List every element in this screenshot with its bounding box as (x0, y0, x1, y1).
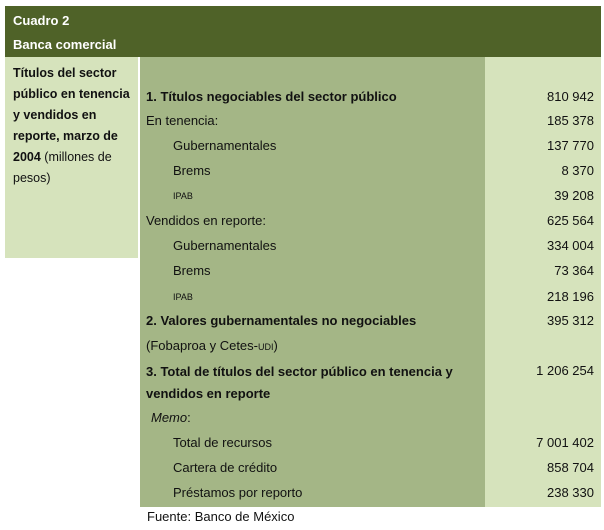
table-row (146, 161, 598, 181)
table-row (146, 111, 598, 131)
row-value: 185 378 (547, 113, 594, 128)
table-row (146, 287, 598, 307)
row-label: (Fobaproa y Cetes-UDI) (146, 338, 278, 353)
row-label: IPAB (173, 292, 193, 302)
row-label: 1. Títulos negociables del sector público (146, 89, 397, 104)
row-value: 39 208 (554, 188, 594, 203)
table-row (146, 186, 598, 206)
table-caption-panel (5, 57, 138, 258)
row-label: IPAB (173, 191, 193, 201)
table-header (5, 6, 601, 57)
table-title: Banca comercial (13, 37, 117, 52)
row-label: Total de recursos (173, 435, 272, 450)
row-label: En tenencia: (146, 113, 219, 128)
caption-unit: (millones de pesos) (13, 150, 112, 185)
table-row (146, 87, 598, 107)
table-row (146, 458, 598, 478)
row-label: Brems (173, 163, 211, 178)
row-label: Memo: (151, 410, 191, 425)
row-value: 7 001 402 (536, 435, 594, 450)
row-value: 137 770 (547, 138, 594, 153)
row-value: 8 370 (561, 163, 594, 178)
table-caption (13, 63, 137, 189)
table-row (146, 483, 598, 503)
table-row (146, 361, 598, 405)
table-row (146, 136, 598, 156)
row-label: Cartera de crédito (173, 460, 278, 475)
source-note: Fuente: Banco de México (147, 509, 295, 524)
table-row (146, 311, 598, 331)
table-row (146, 336, 598, 356)
row-label: Brems (173, 263, 211, 278)
table-row (146, 236, 598, 256)
row-value: 334 004 (547, 238, 594, 253)
row-label: Préstamos por reporto (173, 485, 303, 500)
row-value: 238 330 (547, 485, 594, 500)
row-value: 395 312 (547, 313, 594, 328)
row-value: 73 364 (554, 263, 594, 278)
row-value: 625 564 (547, 213, 594, 228)
table-row (146, 211, 598, 231)
table-row (146, 433, 598, 453)
row-value: 218 196 (547, 289, 594, 304)
row-value: 1 206 254 (536, 363, 594, 378)
row-label: 3. Total de títulos del sector público en tenencia y vendidos en reporte (146, 364, 453, 401)
caption-title: Títulos del sector público en tenencia y vendidos en reporte, marzo de 2004 (13, 66, 130, 164)
row-value: 810 942 (547, 89, 594, 104)
table-row (146, 408, 598, 428)
row-label: 2. Valores gubernamentales no negociables (146, 313, 417, 328)
table-row (146, 261, 598, 281)
row-label: Vendidos en reporte: (146, 213, 266, 228)
table-label: Cuadro 2 (13, 13, 70, 28)
row-value: 858 704 (547, 460, 594, 475)
row-label: Gubernamentales (173, 238, 277, 253)
row-label: Gubernamentales (173, 138, 277, 153)
